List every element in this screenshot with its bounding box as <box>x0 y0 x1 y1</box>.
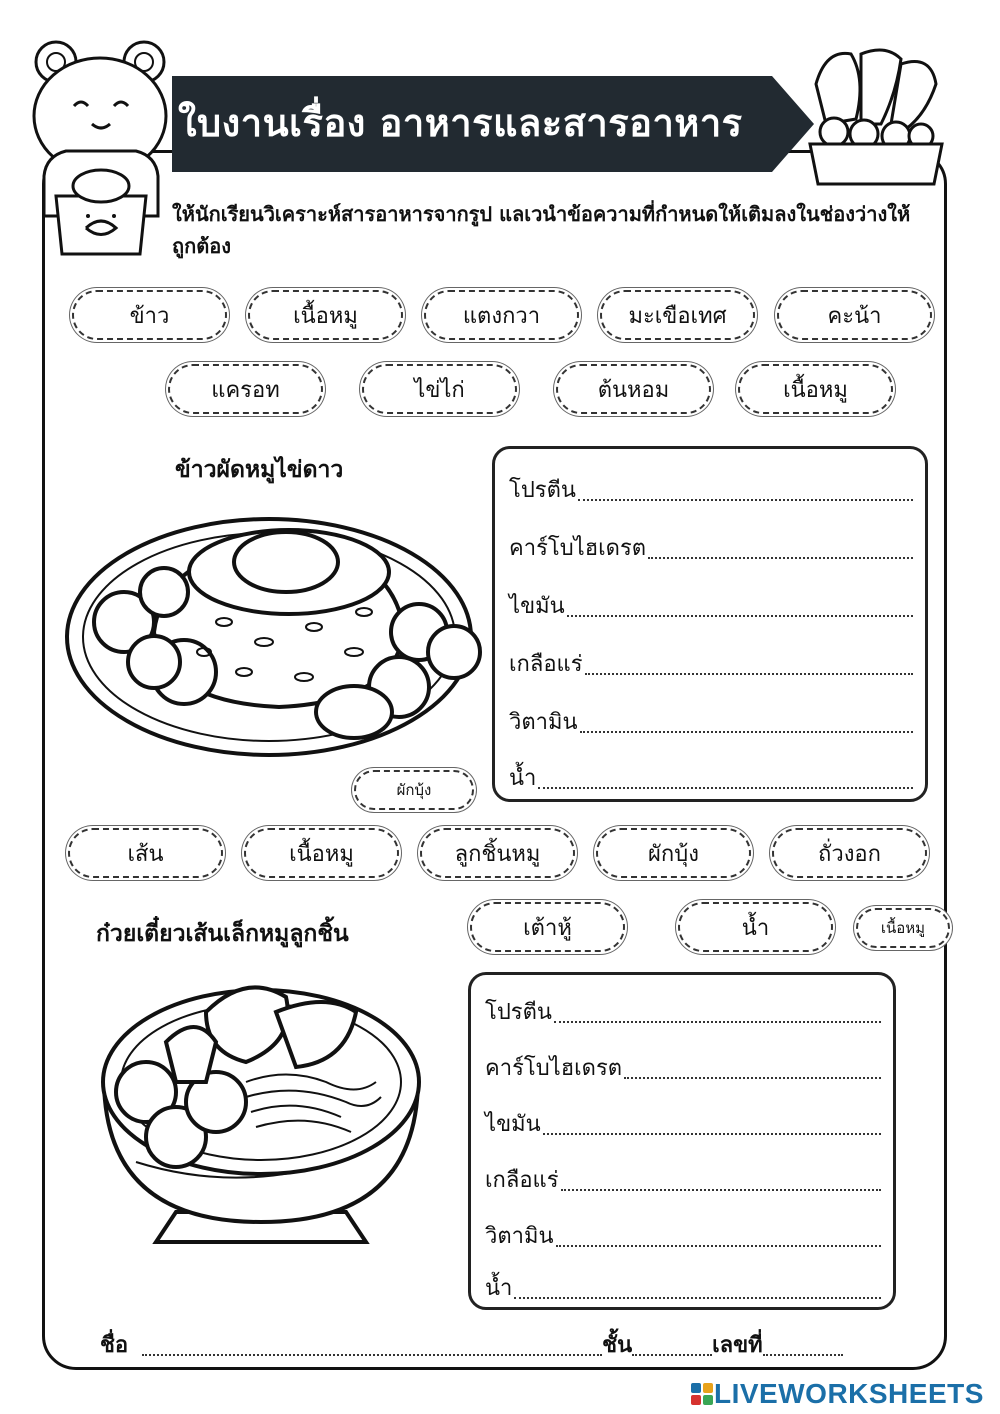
answer-label: โปรตีน <box>485 1000 552 1025</box>
answer-row-carbohydrate <box>509 531 913 565</box>
word-card[interactable]: เนื้อหมู <box>248 290 403 340</box>
answer-line[interactable] <box>585 673 913 675</box>
word-card[interactable]: เนื้อหมู <box>856 908 950 948</box>
answer-label: วิตามิน <box>485 1224 554 1249</box>
answer-row-protein <box>509 473 913 507</box>
answer-row-mineral <box>485 1163 881 1197</box>
answer-label: คาร์โบไฮเดรต <box>485 1056 623 1081</box>
answer-label: ไขมัน <box>509 594 565 619</box>
answer-box-dish-1 <box>492 446 928 802</box>
class-label: ชั้น <box>602 1333 633 1358</box>
answer-label: น้ำ <box>485 1276 513 1301</box>
dish-title: ข้าวผัดหมูไข่ดาว <box>175 457 344 483</box>
number-label: เลขที่ <box>712 1333 763 1358</box>
answer-line[interactable] <box>567 615 913 617</box>
answer-line[interactable] <box>624 1077 881 1079</box>
brand-name: LIVEWORKSHEETS <box>714 1378 984 1409</box>
class-field[interactable] <box>632 1354 712 1356</box>
answer-label: คาร์โบไฮเดรต <box>509 536 647 561</box>
answer-row-water <box>485 1271 881 1305</box>
student-info-line <box>100 1328 920 1362</box>
answer-label: น้ำ <box>509 766 537 791</box>
fried-rice-illustration <box>64 512 484 762</box>
word-card[interactable]: ข้าว <box>72 290 227 340</box>
answer-row-fat <box>485 1107 881 1141</box>
answer-line[interactable] <box>556 1245 881 1247</box>
answer-box-dish-2 <box>468 972 896 1310</box>
name-label: ชื่อ <box>100 1333 129 1358</box>
answer-line[interactable] <box>561 1189 881 1191</box>
vegetable-basket-illustration <box>806 44 946 189</box>
answer-label: เกลือแร่ <box>509 652 583 677</box>
word-card[interactable]: แครอท <box>168 364 323 414</box>
answer-label: โปรตีน <box>509 478 576 503</box>
answer-line[interactable] <box>554 1021 881 1023</box>
instruction-text: ให้นักเรียนวิเคราะห์สารอาหารจากรูป แลเวนำข้อความที่กำหนดให้เติมลงในช่องว่างให้ถูกต้อง <box>172 202 911 258</box>
answer-line[interactable] <box>514 1297 881 1299</box>
answer-line[interactable] <box>538 787 913 789</box>
word-card[interactable]: ไข่ไก่ <box>362 364 517 414</box>
answer-row-mineral <box>509 647 913 681</box>
answer-row-vitamin <box>485 1219 881 1253</box>
word-card[interactable]: ต้นหอม <box>556 364 711 414</box>
answer-label: เกลือแร่ <box>485 1168 559 1193</box>
word-card[interactable]: น้ำ <box>678 902 833 952</box>
answer-row-carbohydrate <box>485 1051 881 1085</box>
word-card[interactable]: เต้าหู้ <box>470 902 625 952</box>
answer-row-water <box>509 761 913 795</box>
bear-illustration <box>26 36 176 261</box>
answer-line[interactable] <box>543 1133 881 1135</box>
word-card[interactable]: ลูกชิ้นหมู <box>420 828 575 878</box>
answer-line[interactable] <box>648 557 913 559</box>
dish-title: ก๋วยเตี๋ยวเส้นเล็กหมูลูกชิ้น <box>96 921 349 947</box>
answer-label: ไขมัน <box>485 1112 541 1137</box>
word-card[interactable]: ผักบุ้ง <box>596 828 751 878</box>
word-card[interactable]: เนื้อหมู <box>738 364 893 414</box>
liveworksheets-logo-icon <box>690 1382 714 1406</box>
number-field[interactable] <box>763 1354 843 1356</box>
answer-row-vitamin <box>509 705 913 739</box>
word-card[interactable]: แตงกวา <box>424 290 579 340</box>
word-card[interactable]: เส้น <box>68 828 223 878</box>
word-card[interactable]: เนื้อหมู <box>244 828 399 878</box>
word-card[interactable]: คะน้า <box>777 290 932 340</box>
word-card[interactable]: ถั่วงอก <box>772 828 927 878</box>
answer-line[interactable] <box>580 731 913 733</box>
word-card[interactable]: มะเขือเทศ <box>600 290 755 340</box>
liveworksheets-brand[interactable] <box>690 1378 984 1410</box>
answer-row-fat <box>509 589 913 623</box>
answer-label: วิตามิน <box>509 710 578 735</box>
answer-line[interactable] <box>578 499 913 501</box>
page-title: ใบงานเรื่อง อาหารและสารอาหาร <box>178 101 743 145</box>
name-field[interactable] <box>142 1354 602 1356</box>
word-card[interactable]: ผักบุ้ง <box>354 770 474 810</box>
answer-row-protein <box>485 995 881 1029</box>
noodle-soup-illustration <box>96 972 426 1272</box>
